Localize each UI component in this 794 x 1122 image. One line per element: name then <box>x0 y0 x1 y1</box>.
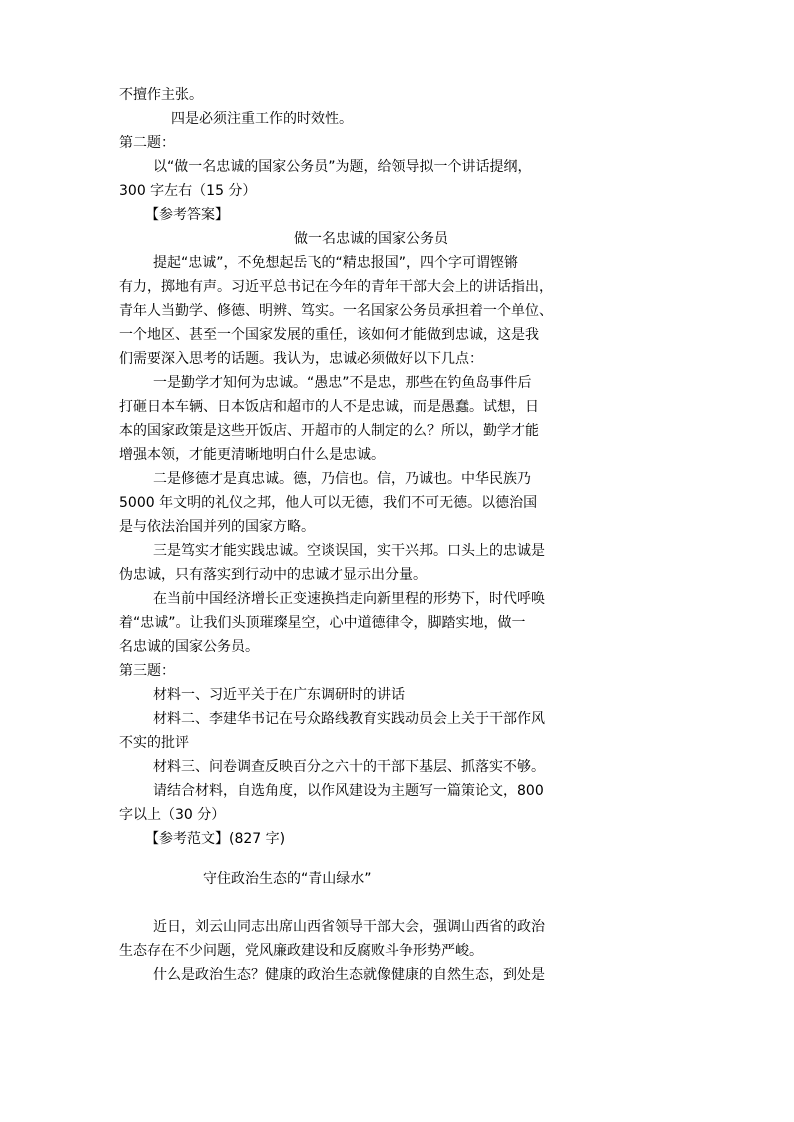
text-line: 请结合材料，自选角度，以作风建设为主题写一篇策论文，800 <box>153 783 544 799</box>
text-line: 5000 年文明的礼仪之邦，他人可以无德，我们不可无德。以德治国 <box>119 495 538 511</box>
text-line: 青年人当勤学、修德、明辨、笃实。一名国家公务员承担着一个单位、 <box>119 303 553 319</box>
text-line: 生态存在不少问题，党风廉政建设和反腐败斗争形势严峻。 <box>119 943 483 959</box>
text-line: 伪忠诚，只有落实到行动中的忠诚才显示出分量。 <box>119 567 427 583</box>
text-line: 什么是政治生态？健康的政治生态就像健康的自然生态，到处是 <box>153 967 545 983</box>
text-line: 有力，掷地有声。习近平总书记在今年的青年干部大会上的讲话指出， <box>119 279 553 295</box>
text-line: 是与依法治国并列的国家方略。 <box>119 519 315 535</box>
text-line: 材料三、问卷调查反映百分之六十的干部下基层、抓落实不够。 <box>153 759 545 775</box>
section-heading: 第三题： <box>119 663 175 679</box>
text-line: 本的国家政策是这些开饭店、开超市的人制定的么？所以，勤学才能 <box>119 423 539 439</box>
text-line: 们需要深入思考的话题。我认为，忠诚必须做好以下几点： <box>119 351 483 367</box>
text-line: 300 字左右（15 分） <box>119 183 257 199</box>
text-line: 字以上（30 分） <box>119 807 226 823</box>
text-line: 增强本领，才能更清晰地明白什么是忠诚。 <box>119 447 385 463</box>
text-line: 近日，刘云山同志出席山西省领导干部大会，强调山西省的政治 <box>153 919 545 935</box>
text-line: 材料二、李建华书记在号众路线教育实践动员会上关于干部作风 <box>153 711 545 727</box>
text-line: 四是必须注重工作的时效性。 <box>171 111 353 127</box>
answer-label: 【参考答案】 <box>145 207 229 223</box>
section-heading: 第二题： <box>119 135 175 151</box>
text-line: 一是勤学才知何为忠诚。“愚忠”不是忠，那些在钓鱼岛事件后 <box>153 375 532 391</box>
text-line: 不实的批评 <box>119 735 189 751</box>
text-line: 材料一、习近平关于在广东调研时的讲话 <box>153 687 405 703</box>
text-line: 不擅作主张。 <box>119 87 203 103</box>
answer-label: 【参考范文】(827 字) <box>145 831 286 847</box>
text-line: 二是修德才是真忠诚。德，乃信也。信，乃诚也。中华民族乃 <box>153 471 531 487</box>
text-line: 一个地区、甚至一个国家发展的重任，该如何才能做到忠诚，这是我 <box>119 327 539 343</box>
text-line: 提起“忠诚”，不免想起岳飞的“精忠报国”，四个字可谓铿锵 <box>153 255 519 271</box>
text-line: 三是笃实才能实践忠诚。空谈误国，实干兴邦。口头上的忠诚是 <box>153 543 545 559</box>
text-line: 名忠诚的国家公务员。 <box>119 639 259 655</box>
essay-title: 守住政治生态的“青山绿水” <box>203 871 372 887</box>
text-line: 以“做一名忠诚的国家公务员”为题，给领导拟一个讲话提纲， <box>153 159 532 175</box>
essay-title: 做一名忠诚的国家公务员 <box>294 231 448 247</box>
text-line: 打砸日本车辆、日本饭店和超市的人不是忠诚，而是愚蠢。试想，日 <box>119 399 539 415</box>
text-line: 着“忠诚”。让我们头顶璀璨星空，心中道德律令，脚踏实地，做一 <box>119 615 526 631</box>
text-line: 在当前中国经济增长正变速换挡走向新里程的形势下，时代呼唤 <box>153 591 545 607</box>
